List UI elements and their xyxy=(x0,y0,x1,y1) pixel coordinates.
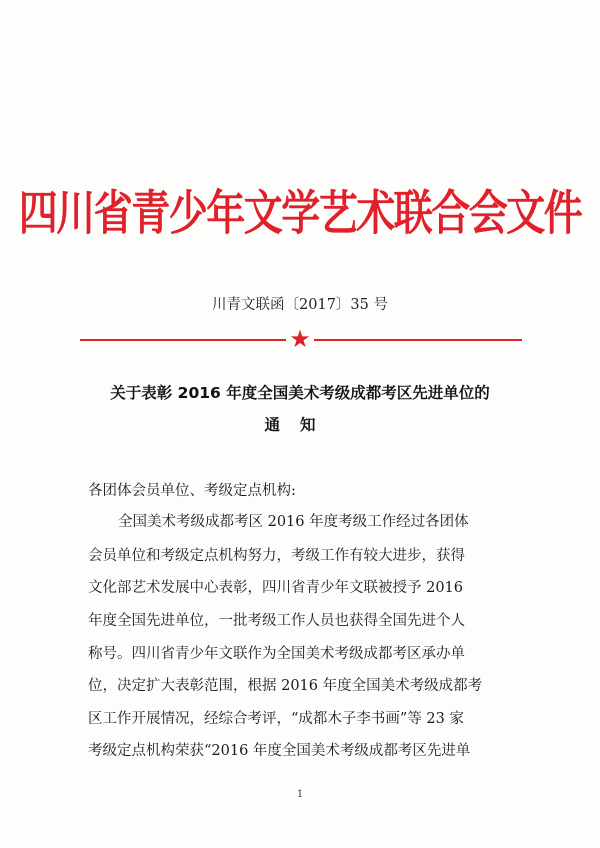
body-line: 会员单位和考级定点机构努力，考级工作有较大进步，获得 xyxy=(88,548,465,564)
notice-title-line-1: 关于表彰 2016 年度全国美术考级成都考区先进单位的 xyxy=(110,384,490,402)
red-divider-right xyxy=(314,339,522,341)
body-line: 文化部艺术发展中心表彰，四川省青少年文联被授予 2016 xyxy=(88,580,464,596)
body-line: 全国美术考级成都考区 2016 年度考级工作经过各团体 xyxy=(118,514,469,530)
body-line: 年度全国先进单位，一批考级工作人员也获得全国先进个人 xyxy=(88,613,465,629)
body-line: 考级定点机构荣获“2016 年度全国美术考级成都考区先进单 xyxy=(88,743,471,759)
body-line: 位，决定扩大表彰范围，根据 2016 年度全国美术考级成都考 xyxy=(88,678,483,694)
notice-title-line-2: 通知 xyxy=(264,416,336,434)
document-headline: 四川省青少年文学艺术联合会文件 xyxy=(18,185,582,242)
body-line: 区工作开展情况，经综合考评，“成都木子李书画”等 23 家 xyxy=(88,711,464,727)
star-icon: ★ xyxy=(289,325,311,353)
salutation: 各团体会员单位、考级定点机构: xyxy=(88,483,296,499)
body-line: 称号。四川省青少年文联作为全国美术考级成都考区承办单 xyxy=(88,646,465,662)
page-number: 1 xyxy=(296,789,304,800)
red-divider-left xyxy=(80,339,286,341)
document-number: 川青文联函〔2017〕35 号 xyxy=(212,297,388,313)
